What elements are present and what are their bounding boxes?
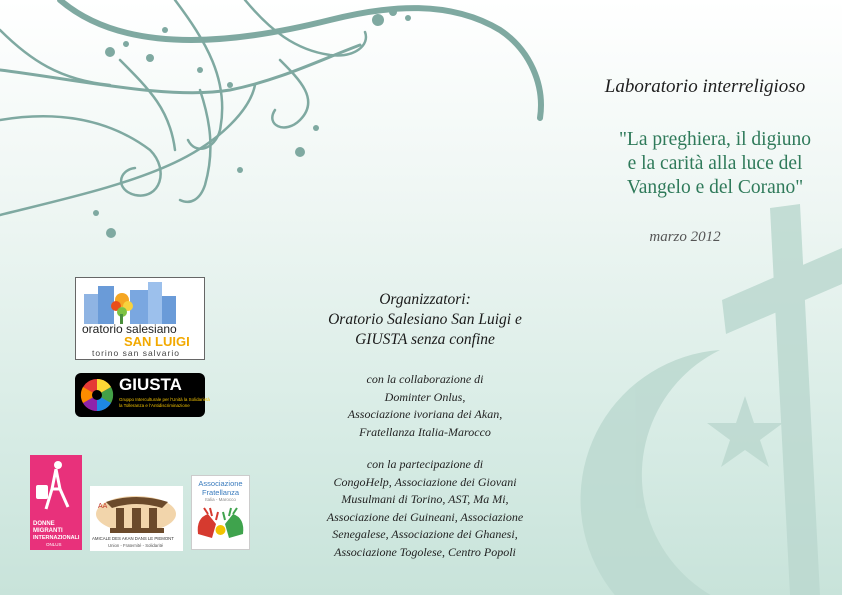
- participation-line: Associazione dei Guineani, Associazione: [326, 509, 524, 524]
- organizers-block: [300, 290, 550, 350]
- floral-swirl-icon: [0, 0, 541, 215]
- collaboration-line: Fratellanza Italia-Marocco: [359, 424, 491, 439]
- donne-line: INTERNAZIONALI: [33, 535, 80, 541]
- organizers-line: Oratorio Salesiano San Luigi e: [328, 311, 522, 328]
- svg-text:AA: AA: [98, 503, 108, 510]
- collaboration-block: [300, 371, 550, 441]
- organizers-line: GIUSTA senza confine: [355, 331, 495, 348]
- fratellanza-line: Fratellanza: [201, 488, 240, 497]
- participation-line: Associazione Togolese, Centro Popoli: [334, 544, 516, 559]
- donne-line: ONLUS: [46, 542, 62, 547]
- giusta-logo: [75, 373, 210, 417]
- giusta-tagline: la Tolleranza e l'Antidiscriminazione: [119, 403, 190, 408]
- donne-line: DONNE: [33, 521, 55, 527]
- san-luigi-logo: [75, 277, 205, 360]
- event-title: [570, 128, 842, 200]
- participation-line: Senegalese, Associazione dei Ghanesi,: [332, 527, 518, 541]
- giusta-tagline: Gruppo Interculturale per l'Unità la Solidarietà: [119, 397, 210, 402]
- event-title-line: e la carità alla luce del: [627, 153, 803, 174]
- event-date: marzo 2012: [649, 229, 721, 245]
- cross-crescent-star-icon: [581, 204, 842, 595]
- collaboration-line: Associazione ivoriana dei Akan,: [347, 407, 503, 421]
- hands-icon: [192, 504, 249, 548]
- akan-sub: Union - Fraternité - Solidarité: [108, 543, 164, 548]
- akan-logo: [90, 486, 183, 551]
- participation-line: CongoHelp, Associazione dei Giovani: [333, 474, 517, 489]
- giusta-name: GIUSTA: [119, 375, 182, 394]
- collaboration-line: con la collaborazione di: [366, 372, 484, 386]
- san-luigi-line1: oratorio salesiano: [82, 322, 177, 336]
- woman-figure-icon: [30, 455, 82, 517]
- event-title-line: "La preghiera, il digiuno: [618, 129, 812, 150]
- fratellanza-logo: [191, 475, 250, 550]
- stool-icon: [90, 486, 183, 536]
- event-title-line: Vangelo e del Corano": [626, 177, 804, 198]
- akan-label: AMICALE DES AKAN DANS LE PIEMONT: [92, 536, 174, 541]
- donne-line: MIGRANTI: [33, 528, 63, 534]
- san-luigi-line3: torino san salvario: [92, 348, 180, 358]
- san-luigi-line2: SAN LUIGI: [124, 334, 190, 349]
- donne-migranti-logo: [30, 455, 82, 550]
- participation-block: [300, 456, 550, 561]
- organizers-line: Organizzatori:: [379, 291, 471, 308]
- participation-line: con la partecipazione di: [366, 457, 484, 471]
- participation-line: Musulmani di Torino, AST, Ma Mi,: [341, 492, 509, 506]
- fratellanza-line: Associazione: [198, 479, 243, 488]
- lab-title: Laboratorio interreligioso: [604, 76, 806, 97]
- color-wheel-icon: [79, 377, 115, 413]
- collaboration-line: Dominter Onlus,: [384, 389, 466, 404]
- buildings-icon: [76, 278, 204, 328]
- fratellanza-line: Italia - Marocco: [205, 497, 236, 502]
- dots-decoration: [93, 8, 411, 238]
